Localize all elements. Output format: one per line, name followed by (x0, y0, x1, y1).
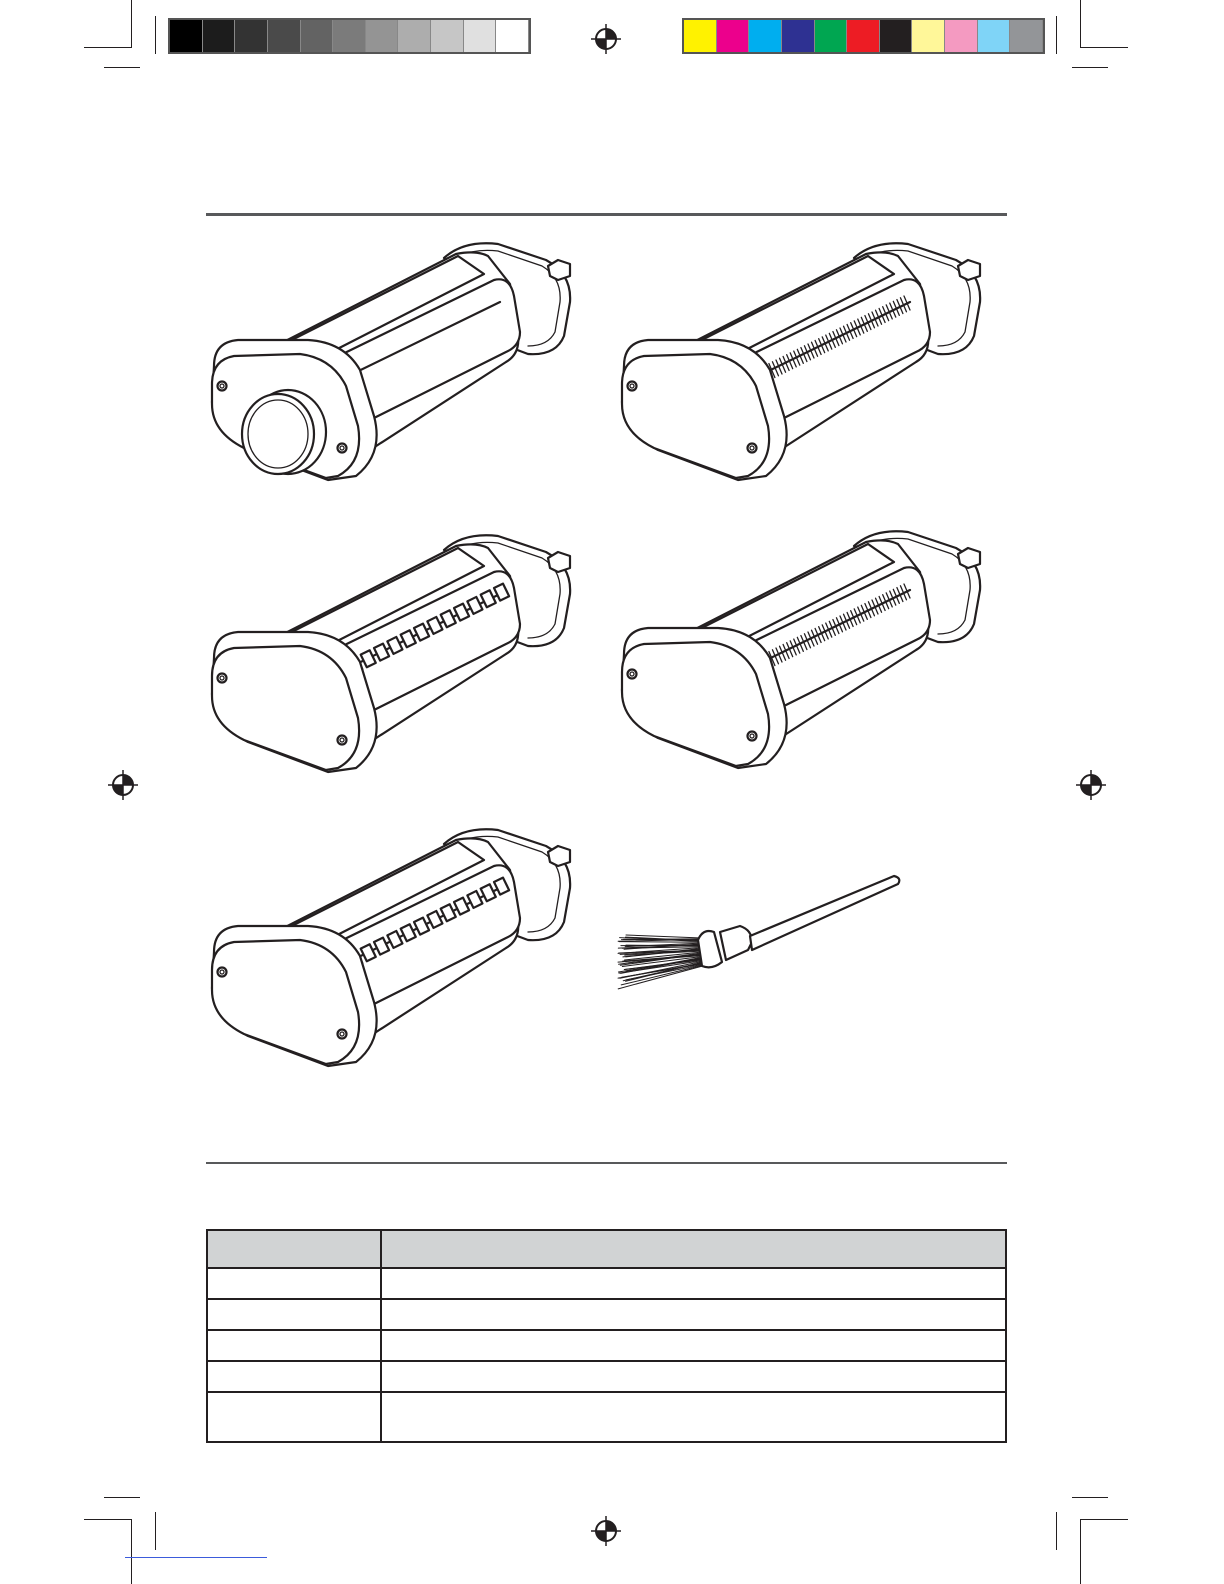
crop-mark (1056, 1512, 1057, 1550)
table-cell (381, 1392, 1006, 1442)
section-divider-top (206, 213, 1007, 216)
table-cell (381, 1268, 1006, 1299)
table-row (207, 1392, 1006, 1442)
color-swatch (880, 20, 913, 52)
color-swatch (301, 20, 334, 52)
crop-mark (1056, 16, 1057, 54)
color-swatch (398, 20, 431, 52)
crop-mark (155, 1512, 156, 1550)
color-swatch (749, 20, 782, 52)
table-cell (381, 1299, 1006, 1330)
table-header-cell (207, 1230, 381, 1268)
table-cell (381, 1330, 1006, 1361)
color-swatch (268, 20, 301, 52)
color-swatch (464, 20, 497, 52)
color-swatch (945, 20, 978, 52)
table-row (207, 1361, 1006, 1392)
color-swatch (684, 20, 717, 52)
crop-mark (84, 47, 132, 48)
crop-mark (1080, 1519, 1128, 1520)
color-swatch (235, 20, 268, 52)
parts-table (206, 1229, 1007, 1443)
registration-target-icon (591, 24, 621, 54)
pasta-roller-icon (208, 236, 580, 486)
capellini-cutter-icon (618, 524, 990, 774)
section-divider-bottom (206, 1162, 1007, 1164)
crop-mark (155, 16, 156, 54)
crop-mark (1080, 47, 1128, 48)
lasagnette-cutter-icon (208, 528, 580, 778)
color-swatch (203, 20, 236, 52)
table-header-row (207, 1230, 1006, 1268)
color-swatch (912, 20, 945, 52)
crop-mark (1072, 67, 1108, 68)
color-swatch (170, 20, 203, 52)
crop-mark (131, 1520, 132, 1584)
color-swatch (496, 20, 529, 52)
color-swatch (815, 20, 848, 52)
color-swatch (717, 20, 750, 52)
color-swatch (333, 20, 366, 52)
table-cell (381, 1361, 1006, 1392)
crop-mark (104, 1497, 140, 1498)
table-header-cell (381, 1230, 1006, 1268)
crop-mark (84, 1519, 132, 1520)
color-swatch (431, 20, 464, 52)
fettuccine-cutter-icon (618, 236, 990, 486)
cleaning-brush-icon (618, 870, 908, 1006)
wide-cutter-icon (208, 822, 580, 1072)
table-cell (207, 1361, 381, 1392)
table-cell (207, 1268, 381, 1299)
registration-target-icon (108, 770, 138, 800)
color-swatch (782, 20, 815, 52)
color-swatch (1010, 20, 1043, 52)
crop-mark (131, 0, 132, 48)
crop-mark (1080, 0, 1081, 48)
footer-link-underline (125, 1557, 267, 1558)
color-swatch (847, 20, 880, 52)
color-swatch (366, 20, 399, 52)
crop-mark (1080, 1520, 1081, 1584)
registration-target-icon (591, 1516, 621, 1546)
table-row (207, 1268, 1006, 1299)
color-swatch (978, 20, 1011, 52)
crop-mark (1072, 1497, 1108, 1498)
table-cell (207, 1299, 381, 1330)
grayscale-color-bar (168, 18, 531, 54)
crop-mark (104, 67, 140, 68)
table-cell (207, 1392, 381, 1442)
table-row (207, 1299, 1006, 1330)
process-color-bar (682, 18, 1045, 54)
registration-target-icon (1076, 770, 1106, 800)
table-cell (207, 1330, 381, 1361)
table-row (207, 1330, 1006, 1361)
